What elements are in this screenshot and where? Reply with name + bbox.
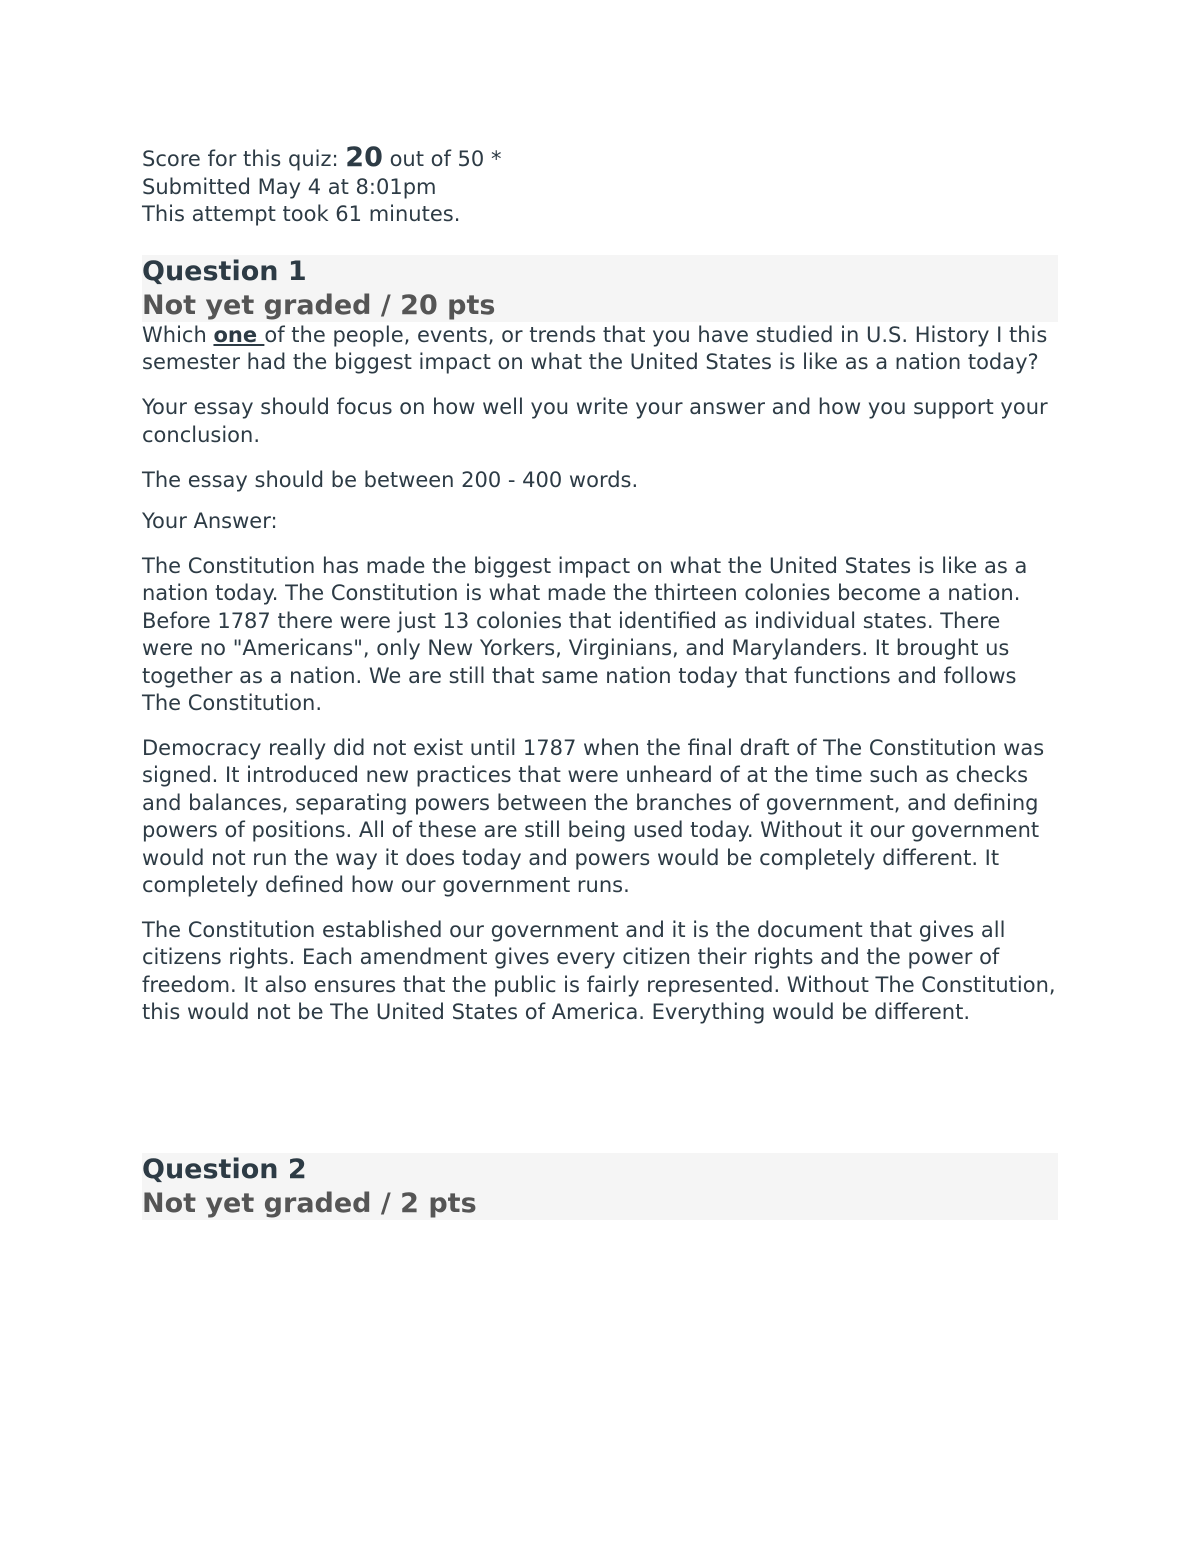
score-value: 20 [345, 142, 383, 173]
quiz-summary [142, 144, 1058, 229]
answer-paragraph: The Constitution established our government and it is the document that gives all citizens rights. Each amendment gives every citizen their rights and the power of freedom. It also ensures that the public is fairly represented. Without The Constitution, this would not be The United States of America. Everything would be different. [142, 917, 1056, 1025]
question-prompt [142, 322, 1058, 377]
question-1-body [142, 322, 1058, 1044]
prompt-text-rest: of the people, events, or trends that you have studied in U.S. History I this semester had the biggest impact on what the United States is like as a nation today? [142, 323, 1048, 375]
score-suffix: out of 50 * [389, 147, 502, 171]
submitted-time: Submitted May 4 at 8:01pm [142, 174, 437, 199]
score-label: Score for this quiz: [142, 147, 339, 171]
answer-paragraph: Democracy really did not exist until 1787 when the final draft of The Constitution was signed. It introduced new practices that were unheard of at the time such as checks and balances, separating powers between the branches of government, and defining powers of positions. All of these are still being used today. Without it our government would not run the way it does today and powers would be completely different. It completely defined how our government runs. [142, 735, 1045, 897]
question-title: Question 1 [142, 256, 307, 287]
prompt-text: Which [142, 323, 214, 347]
question-2 [142, 1153, 1058, 1220]
answer-label: Your Answer: [142, 509, 278, 534]
question-header [142, 255, 1058, 322]
question-1 [142, 255, 1058, 322]
answer-paragraph: The Constitution has made the biggest impact on what the United States is like as a nation today. The Constitution is what made the thirteen colonies become a nation. Before 1787 there were just 13 colonies that identified as individual states. There were no "Americans", only New Yorkers, Virginians, and Marylanders. It brought us together as a nation. We are still that same nation today that functions and follows The Constitution. [142, 553, 1028, 715]
attempt-duration: This attempt took 61 minutes. [142, 202, 461, 226]
prompt-emphasis: one [213, 323, 265, 347]
instructions-length: The essay should be between 200 - 400 words. [142, 467, 639, 492]
question-title: Question 2 [142, 1154, 307, 1185]
question-points: Not yet graded / 2 pts [142, 1188, 477, 1219]
question-header [142, 1153, 1058, 1220]
question-points: Not yet graded / 20 pts [142, 290, 496, 321]
instructions-focus: Your essay should focus on how well you write your answer and how you support your conclusion. [142, 395, 1048, 447]
score-line [142, 144, 1058, 174]
